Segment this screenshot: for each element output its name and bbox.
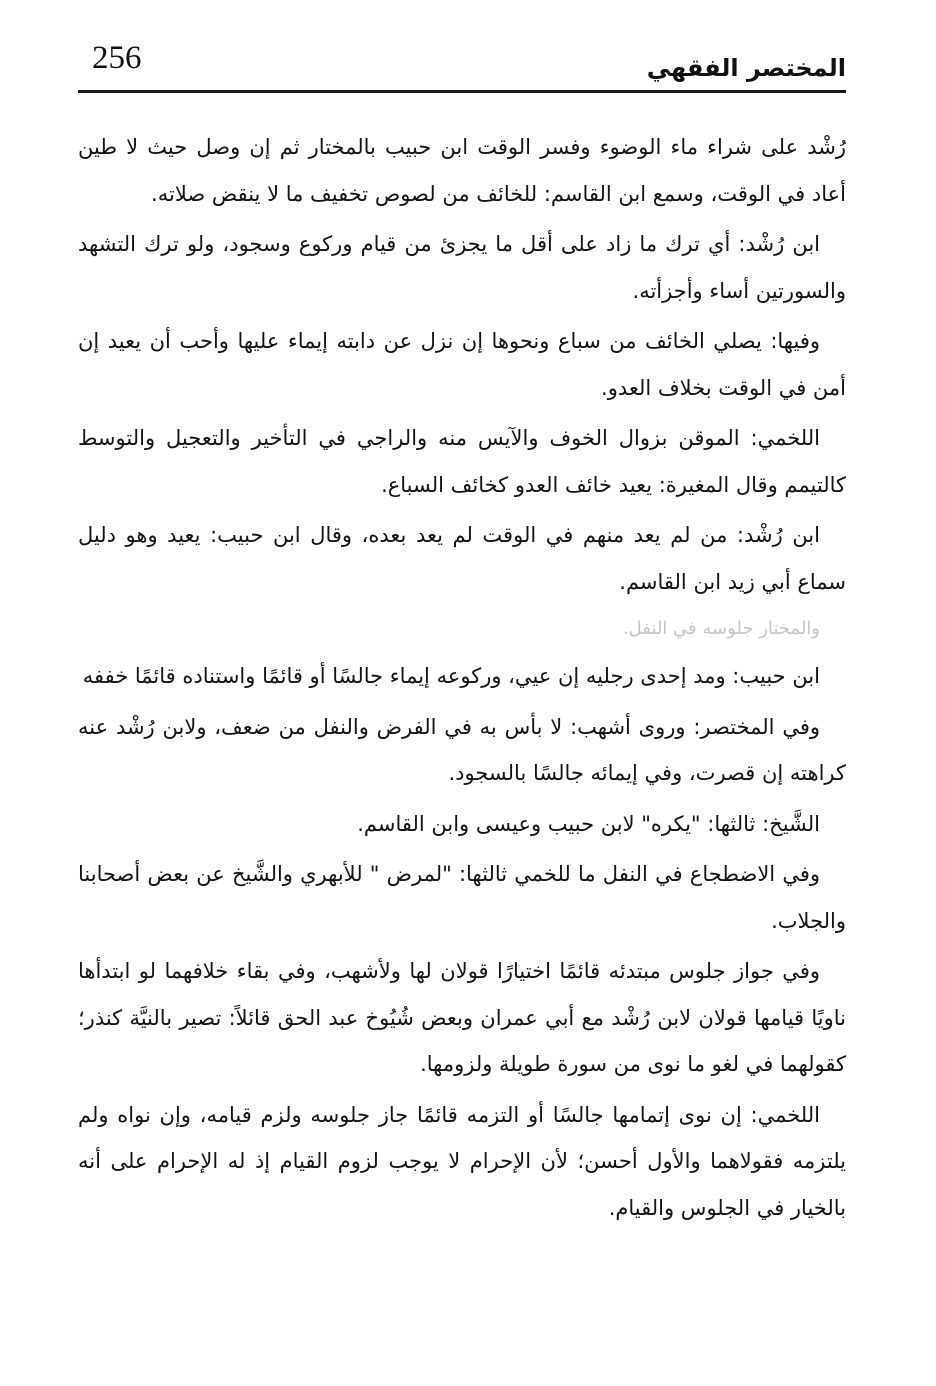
paragraph: رُشْد على شراء ماء الوضوء وفسر الوقت ابن حبيب بالمختار ثم إن وصل حيث لا طين أعاد في الوقت، وسمع ابن القاسم: للخائف من لصوص تخفيف ما لا ينقض صلاته. bbox=[78, 135, 846, 206]
faded-line: والمختار جلوسه في النفل. bbox=[622, 618, 820, 639]
paragraph: وفيها: يصلي الخائف من سباع ونحوها إن نزل عن دابته إيماء عليها وأحب أن يعيد إن أمن في الوقت بخلاف العدو. bbox=[78, 329, 846, 400]
page-number: 256 bbox=[92, 40, 142, 76]
paragraph: ابن رُشْد: أي ترك ما زاد على أقل ما يجزئ من قيام وركوع وسجود، ولو ترك التشهد والسورتين أساء وأجزأته. bbox=[78, 232, 846, 303]
page-body bbox=[78, 124, 846, 1235]
paragraph: ابن رُشْد: من لم يعد منهم في الوقت لم يعد بعده، وقال ابن حبيب: يعيد وهو دليل سماع أبي زيد ابن القاسم. bbox=[78, 523, 846, 594]
paragraph: وفي المختصر: وروى أشهب: لا بأس به في الفرض والنفل من ضعف، ولابن رُشْد عنه كراهته إن قصرت، وفي إيمائه جالسًا بالسجود. bbox=[78, 714, 846, 785]
running-title: المختصر الفقهي bbox=[646, 54, 846, 82]
page-header bbox=[78, 40, 846, 92]
paragraph: ابن حبيب: ومد إحدى رجليه إن عيي، وركوعه إيماء جالسًا أو قائمًا واستناده قائمًا خففه bbox=[82, 664, 820, 688]
paragraph: اللخمي: إن نوى إتمامها جالسًا أو التزمه قائمًا جاز جلوسه ولزم قيامه، وإن نواه ولم يلتزمه فقولاهما والأول أحسن؛ لأن الإحرام لا يوجب لزوم القيام إذ له الإحرام على أنه بالخيار في الجلوس والقيام. bbox=[78, 1102, 846, 1220]
paragraph: وفي جواز جلوس مبتدئه قائمًا اختيارًا قولان لها ولأشهب، وفي بقاء خلافهما لو ابتدأها ناويًا قيامها قولان لابن رُشْد مع أبي عمران وبعض شُيُوخ عبد الحق قائلاً: تصير بالنيَّة كنذر؛ كقولهما في لغو ما نوى من سورة طويلة ولزومها. bbox=[78, 959, 846, 1076]
header-rule bbox=[78, 90, 846, 93]
paragraph: وفي الاضطجاع في النفل ما للخمي ثالثها: "لمرض " للأبهري والشَّيخ عن بعض أصحابنا والجلاب. bbox=[78, 862, 846, 933]
paragraph: اللخمي: الموقن بزوال الخوف والآيس منه والراجي في التأخير والتعجيل والتوسط كالتيمم وقال المغيرة: يعيد خائف العدو كخائف السباع. bbox=[78, 426, 846, 497]
paragraph: الشَّيخ: ثالثها: "يكره" لابن حبيب وعيسى وابن القاسم. bbox=[357, 811, 820, 836]
